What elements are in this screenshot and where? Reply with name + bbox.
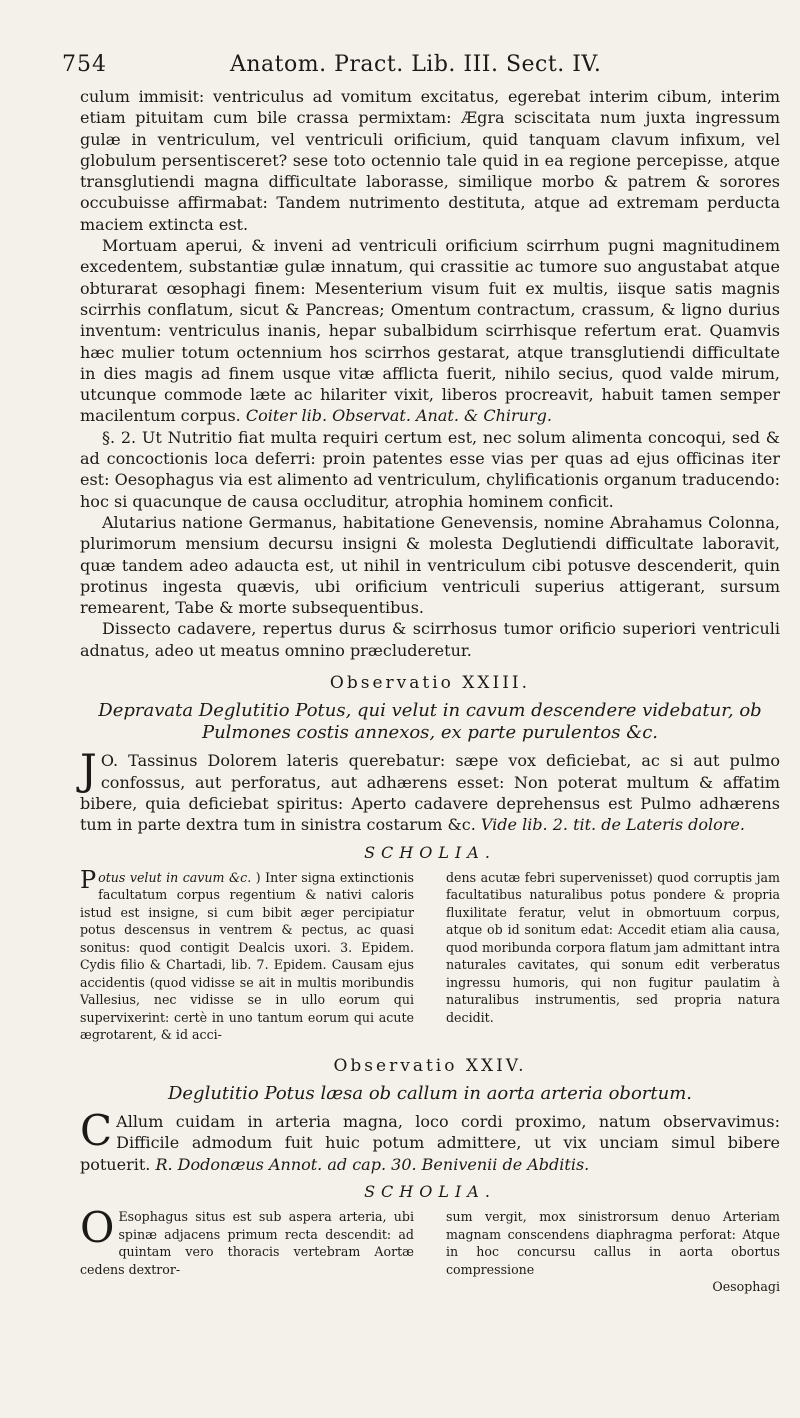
observation-heading: Observatio XXIII. [329, 673, 531, 694]
scholia-columns [80, 1203, 780, 1296]
page-number: 754 [62, 52, 107, 77]
observation-heading: Observatio XXIV. [333, 1055, 527, 1076]
scholia-columns [80, 865, 780, 1044]
citation: Coiter lib. Observat. Anat. & Chirurg. [245, 406, 552, 426]
scholia-left-column [80, 1203, 414, 1296]
scholia-left-column [80, 865, 414, 1044]
drop-cap: P [80, 865, 97, 894]
scholia-right-column [446, 1208, 780, 1296]
running-head: Anatom. Pract. Lib. III. Sect. IV. [230, 52, 602, 77]
scholia-heading: SCHOLIA. [364, 1181, 496, 1201]
observation-title: Depravata Deglutitio Potus, qui velut in cavum descendere videbatur, ob Pulmones costis annexos, ex parte purulentos &c. [98, 700, 762, 744]
paragraph-text: Mortuam aperui, & inveni ad ventriculi orificium scirrhum pugni magnitudinem excedentem, substantiæ gulæ innatum, qui crassitie ac tumore suo angustabat atque obturarat œsophagi finem: Mesenterium visum fuit ex multis, iisque satis magnis scirrhis conflatum, sicut & Pancreas; Omentum contractum, crassum, & ligno durius inventum: ventriculus inanis, hepar subalbidum scirrhisque refertum erat. Quamvis hæc mulier totum octennium hos scirrhos gestarat, atque transglutiendi difficultate in dies magis ad finem usque vitæ afflicta fuerit, nihilo secius, quod valde mirum, utcunque commode læte ac hilariter vixit, liberos procreavit, habuit tamen semper macilentum corpus. [80, 236, 780, 426]
paragraph: Dissecto cadavere, repertus durus & scirrhosus tumor orificio superiori ventriculi adnatus, adeo ut meatus omnino præcluderetur. [80, 619, 780, 660]
scholia-text: ) Inter signa extinctionis facultatum corpus regentium & nativi caloris istud est insigne, si cum bibit æger percipiatur potus descensus in ventrem & pectus, ac quasi sonitus: quod contigit Dealcis uxori. 3. Epidem. Cydis filio & Chartadi, lib. 7. Epidem. Causam ejus accidentis (quod vidisse se ait in multis moribundis Vallesius, nec vidisse se in ullo eorum qui supervixerint: certè in uno tantum eorum qui acute ægrotarent, & id acci- [80, 869, 414, 1043]
drop-cap: O [80, 1203, 115, 1253]
citation: Vide lib. 2. tit. de Lateris dolore. [480, 815, 745, 835]
paragraph: §. 2. Ut Nutritio fiat multa requiri certum est, nec solum alimenta concoqui, sed & ad concoctionis loca deferri: proin patentes esse vias per quas ad ejus officinas iter est: Oesophagus via est alimento ad ventriculum, chylificationis organum traducendo: hoc si quacunque de causa occluditur, atrophia hominem conficit. [80, 427, 780, 511]
page-header [62, 52, 782, 82]
scholia-heading: SCHOLIA. [364, 842, 496, 862]
paragraph: culum immisit: ventriculus ad vomitum excitatus, egerebat interim cibum, interim etiam pituitam cum bile crassa permixtam: Ægra sciscitata num juxta ingressum gulæ in ventriculum, vel ventriculi orificium, quid tanquam clavum infixum, vel globulum persentisceret? sese toto octennio tale quid in ea regione percepisse, atque transglutiendi magna difficultate laborasse, similique morbo & patrem & sorores occubuisse affirmabat: Tandem nutrimento destituta, atque ad extremam perducta maciem extincta est. [80, 87, 780, 234]
citation: R. Dodonæus Annot. ad cap. 30. Benivenii de Abditis. [155, 1154, 590, 1174]
catchword: Oesophagi [712, 1279, 780, 1295]
observation-body: Allum cuidam in arteria magna, loco cordi proximo, natum observavimus: Difficile admodum fuit huic potum admittere, ut vix unciam simul bibere potuerit. [80, 1112, 780, 1174]
observation-text [80, 1106, 780, 1175]
observation-body: O. Tassinus Dolorem lateris querebatur: sæpe vox deficiebat, ac si aut pulmo confossus, aut perforatus, aut adhærens esset: Non poterat multum & affatim bibere, quia deficiebat spiritus: Aperto cadavere deprehensus est Pulmo adhærens tum in parte dextra tum in sinistra costarum &c. [80, 751, 780, 835]
observation-text [80, 745, 780, 835]
paragraph: Alutarius natione Germanus, habitatione Genevensis, nomine Abrahamus Colonna, plurimorum mensium decursu insigni & molesta Deglutiendi difficultate laboravit, quæ tandem adeo adaucta est, ut nihil in ventriculum cibi potusve descenderit, quin protinus ingesta quævis, ubi orificium ventriculi superius attigerant, sursum remearent, Tabe & morte subsequentibus. [80, 512, 780, 618]
drop-cap: J [80, 745, 97, 795]
drop-cap: C [80, 1106, 113, 1156]
paragraph [80, 235, 780, 427]
observation-title: Deglutitio Potus læsa ob callum in aorta arteria obortum. [167, 1083, 693, 1105]
scholia-text: sum vergit, mox sinistrorsum denuo Arteriam magnam conscendens diaphragma perforat: Atque in hoc concursu callus in aorta obortus compressione [446, 1209, 780, 1277]
scholia-right-column: dens acutæ febri supervenisset) quod corruptis jam facultatibus naturalibus potus pondere & propria fluxilitate feratur, velut in obmortuum corpus, atque ob id sonitum edat: Accedit etiam alia causa, quod moribunda corpora flatum jam admittant intra naturales cavitates, qui sonum edit verberatus ingressu humoris, qui non fugitur paulatim à naturalibus instrumentis, sed propria natura decidit. [446, 869, 780, 1025]
scholia-text: Esophagus situs est sub aspera arteria, ubi spinæ adjacens primum recta descendit: ad quintam vero thoracis vertebram Aortæ cedens dextror- [80, 1209, 414, 1277]
body-text [80, 86, 780, 1296]
scholia-lemma: otus velut in cavum &c. [98, 869, 252, 885]
